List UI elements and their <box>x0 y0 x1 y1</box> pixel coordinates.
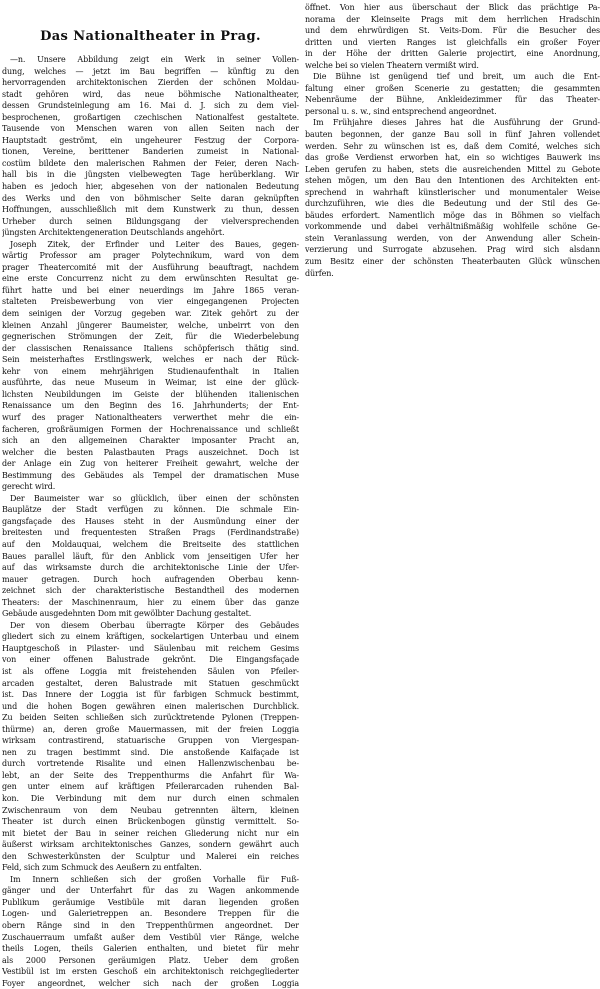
text-line: Theater ist durch einen Brückenbogen günstig vermittelt. So- <box>2 817 299 827</box>
text-line: sprechend in wahrhaft künstlerischer und monumentaler Weise <box>305 187 600 197</box>
text-line: Theaters: der Maschinenraum, hier zu einem über das ganze <box>2 597 299 607</box>
text-line: Zwischenraum von dem Neubau getrennten ältern, kleinen <box>2 805 299 815</box>
text-line: Zuschauerraum umfaßt außer dem Vestibül vier Ränge, welche <box>2 932 299 942</box>
text-line: Logen- und Galerietreppen an. Besondere Treppen für die <box>2 909 299 919</box>
text-line: gliedert sich zu einem kräftigen, sockelartigen Unterbau und einem <box>2 632 299 642</box>
text-line: thürme) an, deren große Mauermassen, mit der freien Loggia <box>2 724 299 734</box>
text-line: durchzuführen, wie dies die Bedeutung und der Stil des Ge- <box>305 199 600 209</box>
text-line: zum Besitz einer der schönsten Theaterbauten Glück wünschen <box>305 257 600 267</box>
text-line: obern Ränge sind in den Treppenthürmen angeordnet. Der <box>2 921 299 931</box>
text-line: gangsfaçade des Hauses steht in der Ausmündung einer der <box>2 516 299 526</box>
text-line: jüngsten Architektengeneration Deutschlands angehört. <box>2 228 225 238</box>
text-line: den Schwesterkünsten der Sculptur und Malerei ein reiches <box>2 851 299 861</box>
text-line: gen unter einem auf kräftigen Pfeilerarcaden ruhenden Bal- <box>2 782 299 792</box>
text-line: Hauptgeschoß in Pilaster- und Säulenbau mit reichem Gesims <box>2 643 299 653</box>
text-line: arcaden gestaltet, deren Balustrade mit Statuen geschmückt <box>2 678 299 688</box>
text-line: der classischen Renaissance Italiens schöpferisch thätig sind. <box>2 343 299 353</box>
text-line: Sein meisterhaftes Erstlingswerk, welches er nach der Rück- <box>2 355 299 365</box>
text-line: nen zu tragen bestimmt sind. Die anstoßende Kaifaçade ist <box>2 747 299 757</box>
text-line: Im Innern schließen sich der großen Vorhalle für Fuß- <box>10 874 299 884</box>
text-line: lebt, an der Seite des Treppenthurms die Anfahrt für Wa- <box>2 770 299 780</box>
text-line: wurf des prager Nationaltheaters verwerthet mehr die ein- <box>2 412 299 422</box>
text-line: das große Verdienst erworben hat, ein so wichtiges Bauwerk ins <box>305 153 600 163</box>
text-line: Leben gerufen zu haben, stets die ausreichenden Mittel zu Gebote <box>305 164 600 174</box>
text-line: dem seinigen der Vorzug gegeben war. Zitek gehört zu der <box>2 309 299 319</box>
text-line: prager Theatercomité mit der Ausführung beauftragt, nachdem <box>2 262 299 272</box>
text-line: costüm bildete den malerischen Rahmen der Feier, deren Nach- <box>2 158 299 168</box>
text-line: Hauptstadt geströmt, ein ungeheurer Festzug der Corpora- <box>2 135 299 145</box>
left-column-text <box>2 54 299 989</box>
article-title: Das Nationaltheater in Prag. <box>40 29 261 44</box>
text-line: norama der Kleinseite Prags mit dem herrlichen Hradschin <box>305 14 600 24</box>
text-line: Publikum geräumige Vestibüle mit daran liegenden großen <box>2 897 299 907</box>
text-line: welcher die besten Palastbauten Prags auszeichnet. Doch ist <box>2 447 299 457</box>
text-line: bauten begonnen, der ganze Bau soll in fünf Jahren vollendet <box>305 130 600 140</box>
text-line: gegnerischen Strömungen der Zeit, für die Wiederbelebung <box>2 332 299 342</box>
text-line: vorkommende und dabei verhältnißmäßig wohlfeile schöne Ge- <box>305 222 600 232</box>
text-line: hall bis in die jüngsten vielbewegten Tage herüberklang. Wir <box>2 170 299 180</box>
text-line: von einer offenen Balustrade gekrönt. Die Eingangsfaçade <box>2 655 299 665</box>
text-line: stadt gehören wird, das neue böhmische Nationaltheater, <box>2 89 299 99</box>
text-line: breitesten und frequentesten Straßen Prags (Ferdinandstraße) <box>2 528 299 538</box>
text-line: Urheber durch seinen Bildungsgang der vielversprechenden <box>2 216 299 226</box>
text-line: lichsten Neubildungen im Geiste der blühenden italienischen <box>2 389 299 399</box>
text-line: führt hatte und bei einer neuerdings im Jahre 1865 veran- <box>2 285 299 295</box>
text-line: der Anlage ein Zug von heiterer Freiheit gewahrt, welche der <box>2 459 299 469</box>
text-line: Gebäude ausgedehnten Dom mit gewölbter Dachung gestaltet. <box>2 609 252 619</box>
text-line: ist. Das Innere der Loggia ist für farbigen Schmuck bestimmt, <box>2 690 299 700</box>
text-line: in der Höhe der dritten Galerie projectirt, eine Anordnung, <box>305 49 600 59</box>
text-line: dritten und vierten Ranges ist gleichfalls ein großer Foyer <box>305 37 600 47</box>
text-line: bäudes erfordert. Namentlich möge das in Böhmen so vielfach <box>305 210 600 220</box>
right-column-text <box>305 0 600 279</box>
text-line: stalteten Preisbewerbung von vier eingegangenen Projecten <box>2 297 299 307</box>
text-line: Feld, sich zum Schmuck des Aeußern zu entfalten. <box>2 863 202 873</box>
text-line: durch vortretende Risalite und einen Hallenzwischenbau be- <box>2 759 299 769</box>
text-line: Hoffnungen, ausschließlich mit dem Kunstwerk zu thun, dessen <box>2 205 299 215</box>
text-line: kehr von einem mehrjährigen Studienaufenthalt in Italien <box>2 366 299 376</box>
text-line: auf das wirksamste durch die architektonische Linie der Ufer- <box>2 563 299 573</box>
text-line: verzierung und Surrogate abzusehen. Prag wird sich alsdann <box>305 245 600 255</box>
text-line: Renaissance um den Beginn des 16. Jahrhunderts; der Ent- <box>2 401 299 411</box>
text-line: personal u. s. w., sind entsprechend angeordnet. <box>305 106 497 116</box>
text-line: gänger und der Unterfahrt für das zu Wagen ankommende <box>2 886 299 896</box>
text-line: werden. Sehr zu wünschen ist es, daß dem Comité, welches sich <box>305 141 600 151</box>
text-line: haben es jedoch hier, abgesehen von der nationalen Bedeutung <box>2 182 299 192</box>
text-line: Bestimmung des Gebäudes als Tempel der dramatischen Muse <box>2 470 299 480</box>
text-line: auf den Moldauquai, welchem die Breitseite des stattlichen <box>2 539 299 549</box>
text-line: Der Baumeister war so glücklich, über einen der schönsten <box>10 493 299 503</box>
text-line: kon. Die Verbindung mit dem nur durch einen schmalen <box>2 794 299 803</box>
text-line: kleinen Anzahl jüngerer Baumeister, welche, unbeirrt von den <box>2 320 299 330</box>
text-line: und dem ehrwürdigen St. Veits-Dom. Für die Besucher des <box>305 26 600 36</box>
text-line: facheren, großräumigen Formen der Hochrenaissance und schließt <box>2 424 299 434</box>
text-line: faltung einer großen Scenerie zu gestatten; die gesammten <box>305 83 600 93</box>
text-line: theils Logen, theils Galerien enthalten, und bietet für mehr <box>2 944 299 954</box>
text-line: Vestibül ist im ersten Geschoß ein architektonisch reichgegliederter <box>2 967 299 977</box>
text-line: wirksam contrastirend, statuarische Gruppen von Viergespan- <box>2 736 299 746</box>
left-column <box>2 0 299 989</box>
text-line: Zu beiden Seiten schließen sich zurücktretende Pylonen (Treppen- <box>2 713 299 723</box>
text-line: Der von diesem Oberbau überragte Körper des Gebäudes <box>10 620 299 630</box>
text-line: ausführte, das neue Museum in Weimar, ist eine der glück- <box>2 378 299 388</box>
text-line: wärtig Professor am prager Polytechnikum, ward von dem <box>2 251 299 261</box>
text-line: besprochenen, großartigen czechischen Nationalfest gestaltete. <box>2 112 299 122</box>
text-line: Joseph Zitek, der Erfinder und Leiter des Baues, gegen- <box>10 239 299 249</box>
text-line: hervorragenden architektonischen Zierden der schönen Moldau- <box>2 78 299 88</box>
text-line: Im Frühjahre dieses Jahres hat die Ausführung der Grund- <box>313 118 600 128</box>
text-line: Die Bühne ist genügend tief und breit, um auch die Ent- <box>313 72 600 82</box>
text-line: welche bei so vielen Theatern vermißt wird. <box>305 60 479 70</box>
text-line: dessen Grundsteinlegung am 16. Mai d. J. sich zu dem viel- <box>2 101 299 111</box>
text-line: gerecht wird. <box>2 482 56 492</box>
text-line: —n. Unsere Abbildung zeigt ein Werk in seiner Vollen- <box>10 55 299 64</box>
text-line: mauer getragen. Durch hoch aufragenden Oberbau kenn- <box>2 574 299 584</box>
text-line: als 2000 Personen geräumigen Platz. Ueber dem großen <box>2 955 299 965</box>
text-line: dung, welches — jetzt im Bau begriffen — künftig zu den <box>2 66 299 76</box>
text-line: zeichnet sich der charakteristische Bestandtheil des modernen <box>2 586 299 596</box>
text-line: öffnet. Von hier aus überschaut der Blick das prächtige Pa- <box>305 3 600 12</box>
text-line: des Werks und den von böhmischer Seite daran geknüpften <box>2 193 299 203</box>
text-line: sich an den allgemeinen Charakter imposanter Pracht an, <box>2 436 299 446</box>
text-line: Foyer angeordnet, welcher sich nach der großen Loggia <box>2 978 299 988</box>
text-line: dürfen. <box>305 268 334 278</box>
text-line: eine erste Concurrenz nicht zu dem erwünschten Resultat ge- <box>2 274 299 284</box>
text-line: Nebenräume der Bühne, Ankleidezimmer für das Theater- <box>305 95 600 105</box>
text-line: Tausende von Menschen waren von allen Seiten nach der <box>2 124 299 134</box>
text-line: tionen, Vereine, berittener Banderien zumeist in National- <box>2 147 299 157</box>
text-line: mit bietet der Bau in seiner reichen Gliederung nicht nur ein <box>2 828 299 838</box>
text-line: Bauplätze der Stadt verfügen zu können. Die schmale Ein- <box>2 505 299 515</box>
right-column <box>305 0 600 279</box>
text-line: ist als offene Loggia mit freistehenden Säulen von Pfeiler- <box>2 666 299 676</box>
text-line: äußerst wirksam architektonisches Ganzes, sondern gewährt auch <box>2 840 299 850</box>
text-line: Baues parallel läuft, für den Anblick vom jenseitigen Ufer her <box>2 551 299 561</box>
text-line: stehen mögen, um den Bau den Intentionen des Architekten ent- <box>305 176 600 186</box>
text-line: und die hohen Bogen gewähren einen malerischen Durchblick. <box>2 701 299 711</box>
text-line: stein Veranlassung werden, von der Anwendung aller Schein- <box>305 233 600 243</box>
